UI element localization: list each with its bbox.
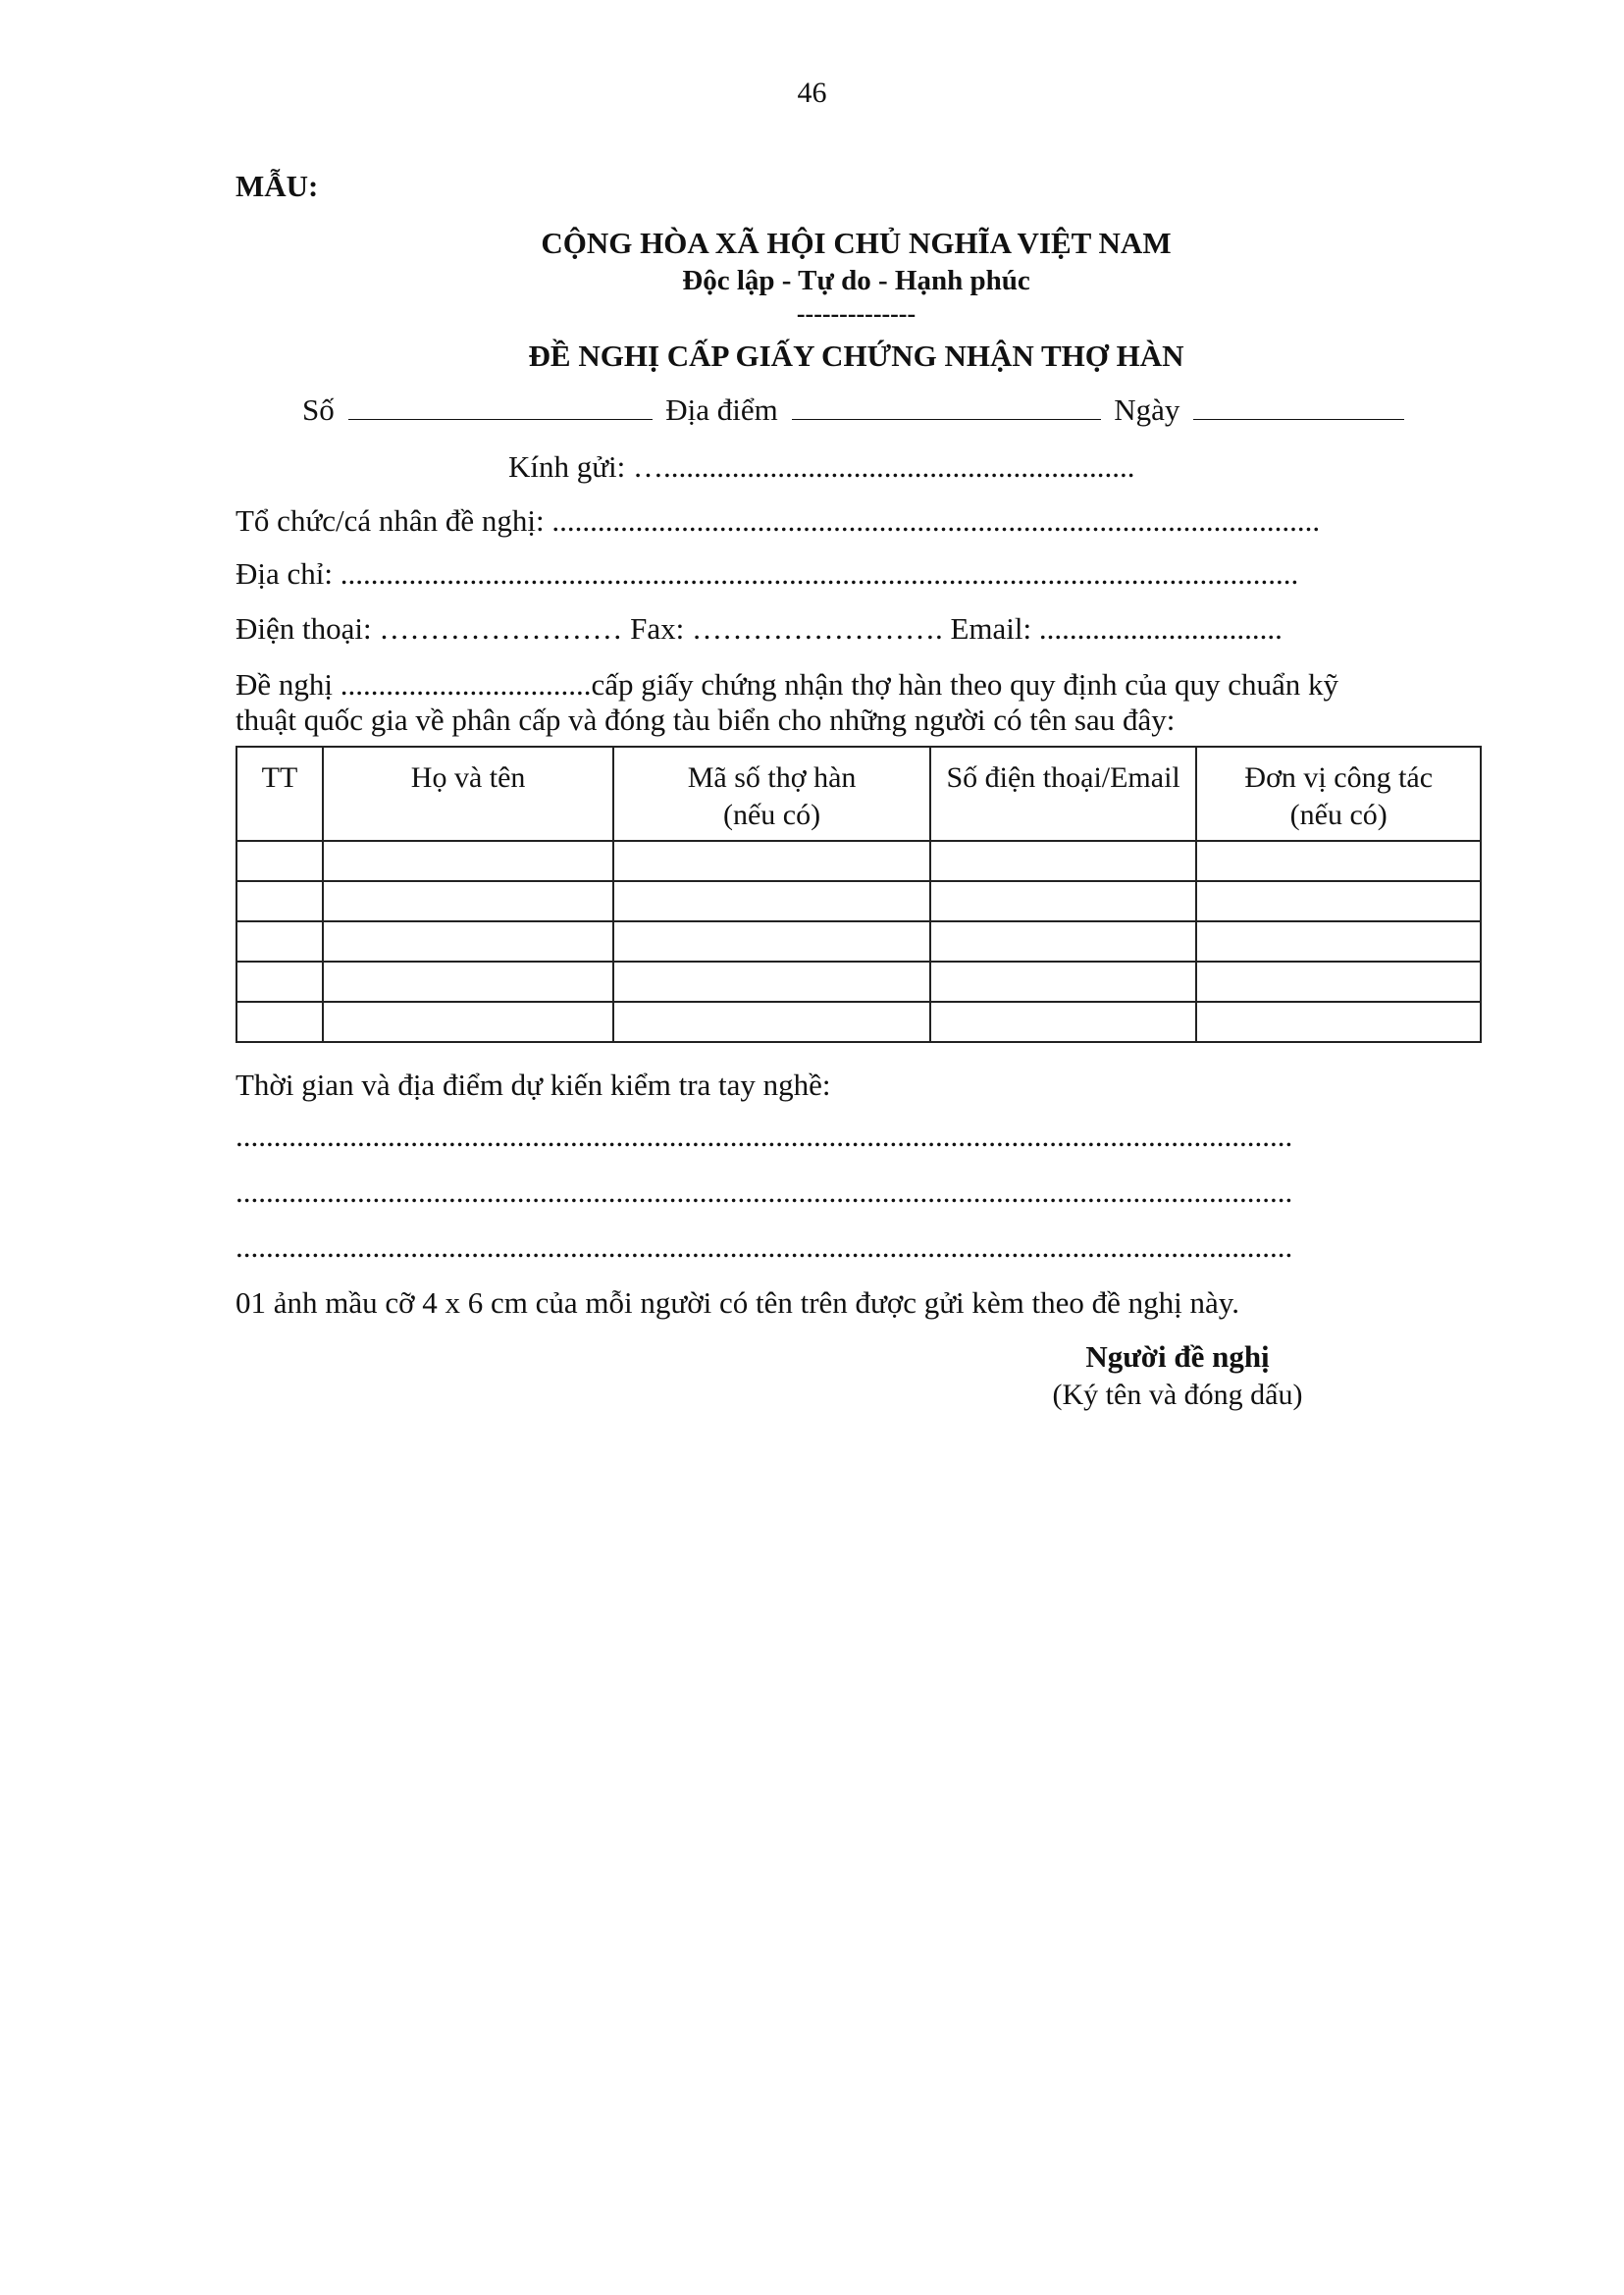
table-row [236,921,1481,962]
organization-line: Tổ chức/cá nhân đề nghị: ..................................................................................................... [236,503,1321,538]
dotted-line[interactable]: ........................................................................................................................................... [236,1119,1293,1153]
schedule-label: Thời gian và địa điểm dự kiến kiểm tra tay nghề: [236,1068,831,1102]
header-tt: TT [236,747,323,841]
form-title: ĐỀ NGHỊ CẤP GIẤY CHỨNG NHẬN THỢ HÀN [528,339,1184,373]
header-phone-email: Số điện thoại/Email [930,747,1197,841]
contact-line: Điện thoại: …………………… Fax: ……………………. Email: ................................ [236,611,1283,646]
national-title: CỘNG HÒA XÃ HỘI CHỦ NGHĨA VIỆT NAM [541,226,1172,260]
kinh-gui-line: Kính gửi: ….............................................................. [508,449,1135,484]
so-blank[interactable] [348,418,653,420]
header-fields-row [302,392,1410,428]
so-label: Số [302,392,335,427]
request-line-2: thuật quốc gia về phân cấp và đóng tàu biển cho những người có tên sau đây: [236,703,1176,737]
welder-table [236,746,1482,1043]
table-row [236,962,1481,1002]
table-row [236,841,1481,881]
ngay-blank[interactable] [1193,418,1404,420]
table-row [236,1002,1481,1042]
form-label: MẪU: [236,169,319,203]
header-name: Họ và tên [323,747,613,841]
signature-title: Người đề nghị [1085,1339,1270,1374]
dotted-line[interactable]: ........................................................................................................................................... [236,1229,1293,1264]
header-workplace: Đơn vị công tác (nếu có) [1196,747,1481,841]
national-motto: Độc lập - Tự do - Hạnh phúc [682,265,1030,296]
header-welder-code: Mã số thợ hàn (nếu có) [613,747,929,841]
page-number: 46 [797,77,827,109]
request-line-1: Đề nghị .................................cấp giấy chứng nhận thợ hàn theo quy định của quy chuẩn kỹ [236,667,1339,702]
separator: -------------- [796,299,917,328]
dotted-line[interactable]: ........................................................................................................................................... [236,1174,1293,1209]
signature-note: (Ký tên và đóng dấu) [1052,1379,1303,1411]
dia-diem-label: Địa điểm [665,392,778,427]
table-row [236,881,1481,921]
ngay-label: Ngày [1114,392,1180,427]
table-header-row [236,747,1481,841]
address-line: Địa chỉ: .............................................................................................................................. [236,556,1299,591]
photo-note: 01 ảnh mầu cỡ 4 x 6 cm của mỗi người có tên trên được gửi kèm theo đề nghị này. [236,1285,1240,1320]
dia-diem-blank[interactable] [792,418,1101,420]
